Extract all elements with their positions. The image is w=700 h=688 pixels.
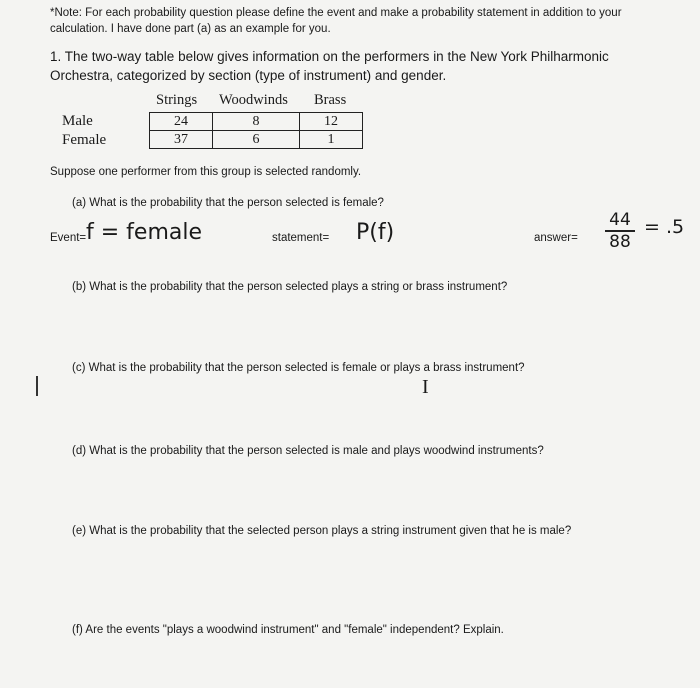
- instruction-note-line1: *Note: For each probability question please define the event and make a probability statement in addition to your: [50, 7, 622, 19]
- event-handwritten: f = female: [86, 220, 203, 245]
- problem-intro-line1: 1. The two-way table below gives information on the performers in the New York Philharmonic: [50, 49, 609, 64]
- row-label-female: Female: [62, 132, 107, 148]
- cell-female-strings: 37: [150, 131, 213, 149]
- table-row-female: [150, 131, 363, 149]
- question-a: (a) What is the probability that the person selected is female?: [72, 197, 384, 209]
- question-c: (c) What is the probability that the person selected is female or plays a brass instrument?: [72, 362, 525, 374]
- cell-male-strings: 24: [150, 113, 213, 131]
- cell-male-brass: 12: [300, 113, 363, 131]
- table-row-male: [150, 113, 363, 131]
- suppose-statement: Suppose one performer from this group is selected randomly.: [50, 166, 362, 178]
- text-cursor-icon: I: [422, 376, 429, 398]
- question-e: (e) What is the probability that the selected person plays a string instrument given that he is male?: [72, 525, 572, 537]
- text-caret-bar: [36, 376, 38, 396]
- question-f: (f) Are the events "plays a woodwind instrument" and "female" independent? Explain.: [72, 624, 504, 636]
- row-label-male: Male: [62, 113, 93, 129]
- answer-label: answer=: [534, 232, 578, 244]
- column-header-brass: Brass: [314, 92, 347, 108]
- two-way-table: [149, 112, 363, 149]
- statement-handwritten: P(f): [356, 220, 395, 245]
- answer-fraction: [605, 211, 635, 251]
- question-d: (d) What is the probability that the person selected is male and plays woodwind instruments?: [72, 445, 544, 457]
- answer-result: = .5: [644, 216, 685, 238]
- column-header-strings: Strings: [156, 92, 198, 108]
- cell-male-woodwinds: 8: [213, 113, 300, 131]
- cell-female-brass: 1: [300, 131, 363, 149]
- problem-intro-line2: Orchestra, categorized by section (type of instrument) and gender.: [50, 68, 447, 83]
- statement-label: statement=: [272, 232, 330, 244]
- fraction-denominator: 88: [609, 232, 631, 252]
- column-header-woodwinds: Woodwinds: [219, 92, 288, 108]
- cell-female-woodwinds: 6: [213, 131, 300, 149]
- fraction-numerator: 44: [609, 210, 631, 230]
- event-label: Event=: [50, 232, 87, 244]
- question-b: (b) What is the probability that the person selected plays a string or brass instrument?: [72, 281, 508, 293]
- instruction-note-line2: calculation. I have done part (a) as an example for you.: [50, 23, 331, 35]
